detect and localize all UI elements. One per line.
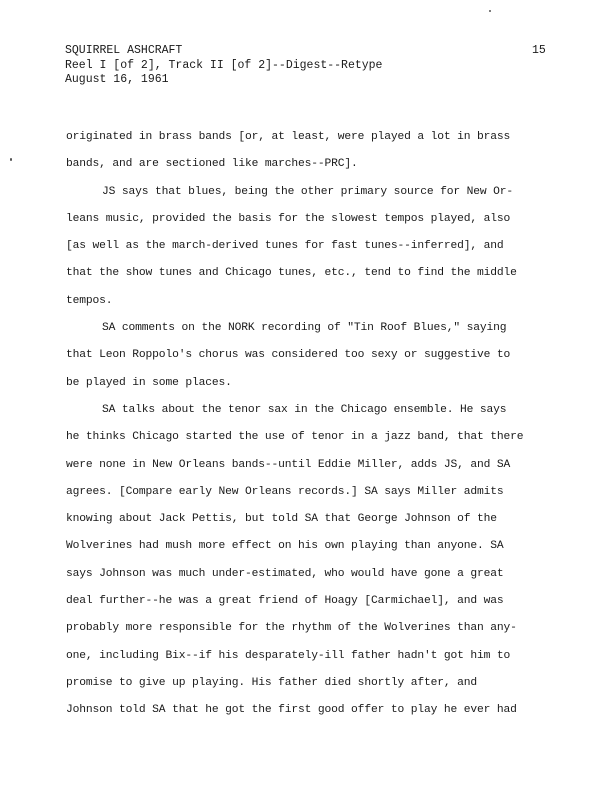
text-line: probably more responsible for the rhythm of the Wolverines than any- xyxy=(66,622,517,635)
text-line: [as well as the march-derived tunes for fast tunes--inferred], and xyxy=(66,240,504,253)
header-date: August 16, 1961 xyxy=(65,73,169,86)
scan-speck xyxy=(10,158,12,161)
text-line: deal further--he was a great friend of Hoagy [Carmichael], and was xyxy=(66,595,504,608)
text-line: promise to give up playing. His father died shortly after, and xyxy=(66,676,478,689)
scan-speck xyxy=(489,10,491,12)
transcript-body xyxy=(66,124,566,725)
text-line: JS says that blues, being the other primary source for New Or- xyxy=(102,185,514,198)
text-line: SA comments on the NORK recording of "Tin Roof Blues," saying xyxy=(102,322,507,335)
page-number: 15 xyxy=(532,44,546,57)
header-reel-track: Reel I [of 2], Track II [of 2]--Digest--Retype xyxy=(65,58,383,72)
text-line: says Johnson was much under-estimated, who would have gone a great xyxy=(66,567,504,580)
text-line: were none in New Orleans bands--until Eddie Miller, adds JS, and SA xyxy=(66,458,511,471)
text-line: originated in brass bands [or, at least, were played a lot in brass xyxy=(66,131,511,143)
text-line: bands, and are sectioned like marches--PRC]. xyxy=(66,158,358,171)
document-header xyxy=(65,44,382,88)
text-line: tempos. xyxy=(66,294,113,307)
text-line: be played in some places. xyxy=(66,376,232,389)
text-line: agrees. [Compare early New Orleans records.] SA says Miller admits xyxy=(66,485,504,498)
text-line: leans music, provided the basis for the slowest tempos played, also xyxy=(66,212,511,225)
text-line: that Leon Roppolo's chorus was considered too sexy or suggestive to xyxy=(66,349,511,362)
text-line: Johnson told SA that he got the first good offer to play he ever had xyxy=(66,704,517,717)
text-line: SA talks about the tenor sax in the Chicago ensemble. He says xyxy=(102,403,507,416)
header-author: SQUIRREL ASHCRAFT xyxy=(65,44,183,57)
text-line: that the show tunes and Chicago tunes, etc., tend to find the middle xyxy=(66,267,517,280)
text-line: one, including Bix--if his desparately-ill father hadn't got him to xyxy=(66,649,511,662)
text-line: he thinks Chicago started the use of tenor in a jazz band, that there xyxy=(66,431,524,444)
text-line: Wolverines had mush more effect on his own playing than anyone. SA xyxy=(66,540,504,553)
text-line: knowing about Jack Pettis, but told SA that George Johnson of the xyxy=(66,513,497,526)
